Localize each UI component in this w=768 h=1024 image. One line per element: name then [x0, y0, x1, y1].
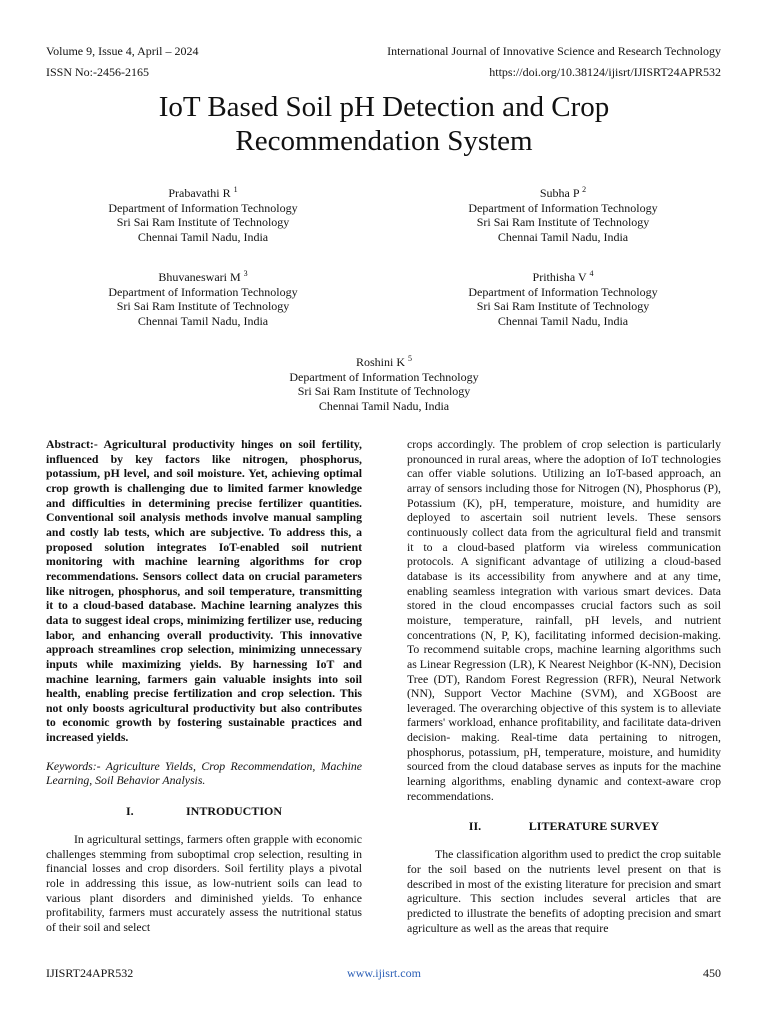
section-title: LITERATURE SURVEY [528, 819, 660, 834]
introduction-text: In agricultural settings, farmers often grapple with economic challenges stemming from suboptimal crop selection, resulting in financial losses and crop disorders. Soil fertility plays a pivotal role in addressing this issue, as low-nutrient soils can lead to various plant disorders and diminished yields. To enhance profitability, farmers must accurately assess the nutritional status of their soil and select [46, 832, 362, 935]
author-block-3 [53, 270, 353, 328]
literature-survey-text: The classification algorithm used to predict the crop suitable for the soil based on the nutrients level present on that is described in most of the existing literature for precision and smart agriculture. This section includes several articles that are predicted to illustrate the benefits of adopting precision and smart agriculture as well as the areas that require [407, 847, 721, 935]
author-name: Bhuvaneswari M [158, 270, 241, 284]
section-heading-introduction [46, 804, 362, 818]
page-number: 450 [703, 966, 721, 980]
author-institute: Sri Sai Ram Institute of Technology [476, 299, 650, 313]
author-location: Chennai Tamil Nadu, India [497, 313, 629, 328]
author-number: 1 [233, 185, 238, 194]
author-location: Chennai Tamil Nadu, India [137, 229, 269, 244]
paper-title [0, 90, 768, 158]
journal-name: International Journal of Innovative Science and Research Technology [387, 44, 721, 58]
author-dept: Department of Information Technology [108, 200, 298, 215]
left-column [46, 437, 362, 935]
author-dept: Department of Information Technology [468, 284, 658, 299]
author-number: 3 [243, 269, 248, 278]
author-institute: Sri Sai Ram Institute of Technology [297, 384, 471, 398]
author-location: Chennai Tamil Nadu, India [318, 398, 450, 413]
author-block-2 [413, 186, 713, 244]
footer-paper-id: IJISRT24APR532 [46, 966, 134, 980]
author-location: Chennai Tamil Nadu, India [497, 229, 629, 244]
author-name: Prabavathi R [168, 186, 231, 200]
section-title: INTRODUCTION [185, 804, 282, 819]
author-name: Roshini K [355, 355, 405, 369]
title-line-1: IoT Based Soil pH Detection and Crop [158, 91, 610, 123]
doi-link[interactable]: https://doi.org/10.38124/ijisrt/IJISRT24APR532 [489, 65, 721, 79]
author-number: 5 [408, 354, 412, 363]
author-block-5 [234, 355, 534, 413]
author-institute: Sri Sai Ram Institute of Technology [116, 215, 290, 229]
volume-info: Volume 9, Issue 4, April – 2024 [46, 44, 199, 58]
title-line-2: Recommendation System [235, 125, 533, 157]
issn: ISSN No:-2456-2165 [46, 65, 150, 79]
author-location: Chennai Tamil Nadu, India [137, 313, 269, 328]
author-block-4 [413, 270, 713, 328]
author-dept: Department of Information Technology [468, 200, 658, 215]
author-dept: Department of Information Technology [108, 284, 298, 299]
author-number: 2 [582, 185, 587, 194]
section-number: II. [468, 819, 482, 834]
author-number: 4 [589, 269, 594, 278]
author-name: Subha P [539, 186, 580, 200]
keywords: Keywords:- Agriculture Yields, Crop Recommendation, Machine Learning, Soil Behavior Analysis. [46, 758, 362, 788]
right-column [407, 437, 721, 935]
author-institute: Sri Sai Ram Institute of Technology [116, 299, 290, 313]
section-heading-literature-survey [407, 819, 721, 833]
author-name: Prithisha V [532, 270, 587, 284]
author-block-1 [53, 186, 353, 244]
author-dept: Department of Information Technology [289, 369, 479, 384]
author-institute: Sri Sai Ram Institute of Technology [476, 215, 650, 229]
footer-site-link[interactable]: www.ijisrt.com [347, 966, 421, 980]
abstract: Abstract:- Agricultural productivity hinges on soil fertility, influenced by key factors like nitrogen, phosphorus, potassium, pH level, and soil moisture. Yet, achieving optimal crop growth is challenging due to limited farmer knowledge and difficulties in determining precise fertilizer quantities. Conventional soil analysis methods involve manual sampling and costly lab tests, which are subjective. To address this, a proposed solution integrates IoT-enabled soil nutrient monitoring with machine learning algorithms for crop recommendations. Sensors collect data on crucial parameters like nitrogen, phosphorus, and soil temperature, transmitting it to a cloud-based database. Machine learning analyzes this data to suggest ideal crops, minimizing fertilizer use, reducing labor, and enhancing overall productivity. This innovative approach streamlines crop selection, minimizing unnecessary inputs while maximizing yields. By harnessing IoT and machine learning, farmers gain valuable insights into soil health, enabling precise fertilization and crop selection. This not only boosts agricultural productivity but also contributes to economic growth by fostering sustainable practices and increased yields. [46, 437, 362, 745]
introduction-continued-text: crops accordingly. The problem of crop selection is particularly pronounced in rural areas, where the adoption of IoT technologies can offer viable solutions. Utilizing an IoT-based approach, an array of sensors including those for Nitrogen (N), Phosphorus (P), Potassium (K), pH, temperature, moisture, and humidity are deployed to ascertain soil nutrient levels. These sensors continuously collect data from the agricultural field and transmit it to a cloud-based platform via wireless communication protocols. A significant advantage of utilizing a cloud-based database is its accessibility from anywhere and at any time, enabling seamless integration with various smart devices. Data stored in the cloud encompasses crucial factors such as soil moisture, temperature, rainfall, pH levels, and nutrient concentrations (N, P, K), facilitating informed decision-making. To recommend suitable crops, machine learning algorithms such as Linear Regression (LR), K Nearest Neighbor (K-NN), Decision Tree (DT), Random Forest Regression (RFR), Neural Network (NN), Support Vector Machine (SVM), and XGBoost are leveraged. The overarching objective of this system is to alleviate farmers' workload, enhance profitability, and facilitate data-driven decision- making. Real-time data pertaining to nitrogen, phosphorus, potassium, pH, temperature, moisture, and humidity sourced from the cloud database serves as inputs for the machine learning algorithms, enabling dynamic and context-aware crop recommendations. [407, 437, 721, 803]
section-number: I. [125, 804, 134, 819]
